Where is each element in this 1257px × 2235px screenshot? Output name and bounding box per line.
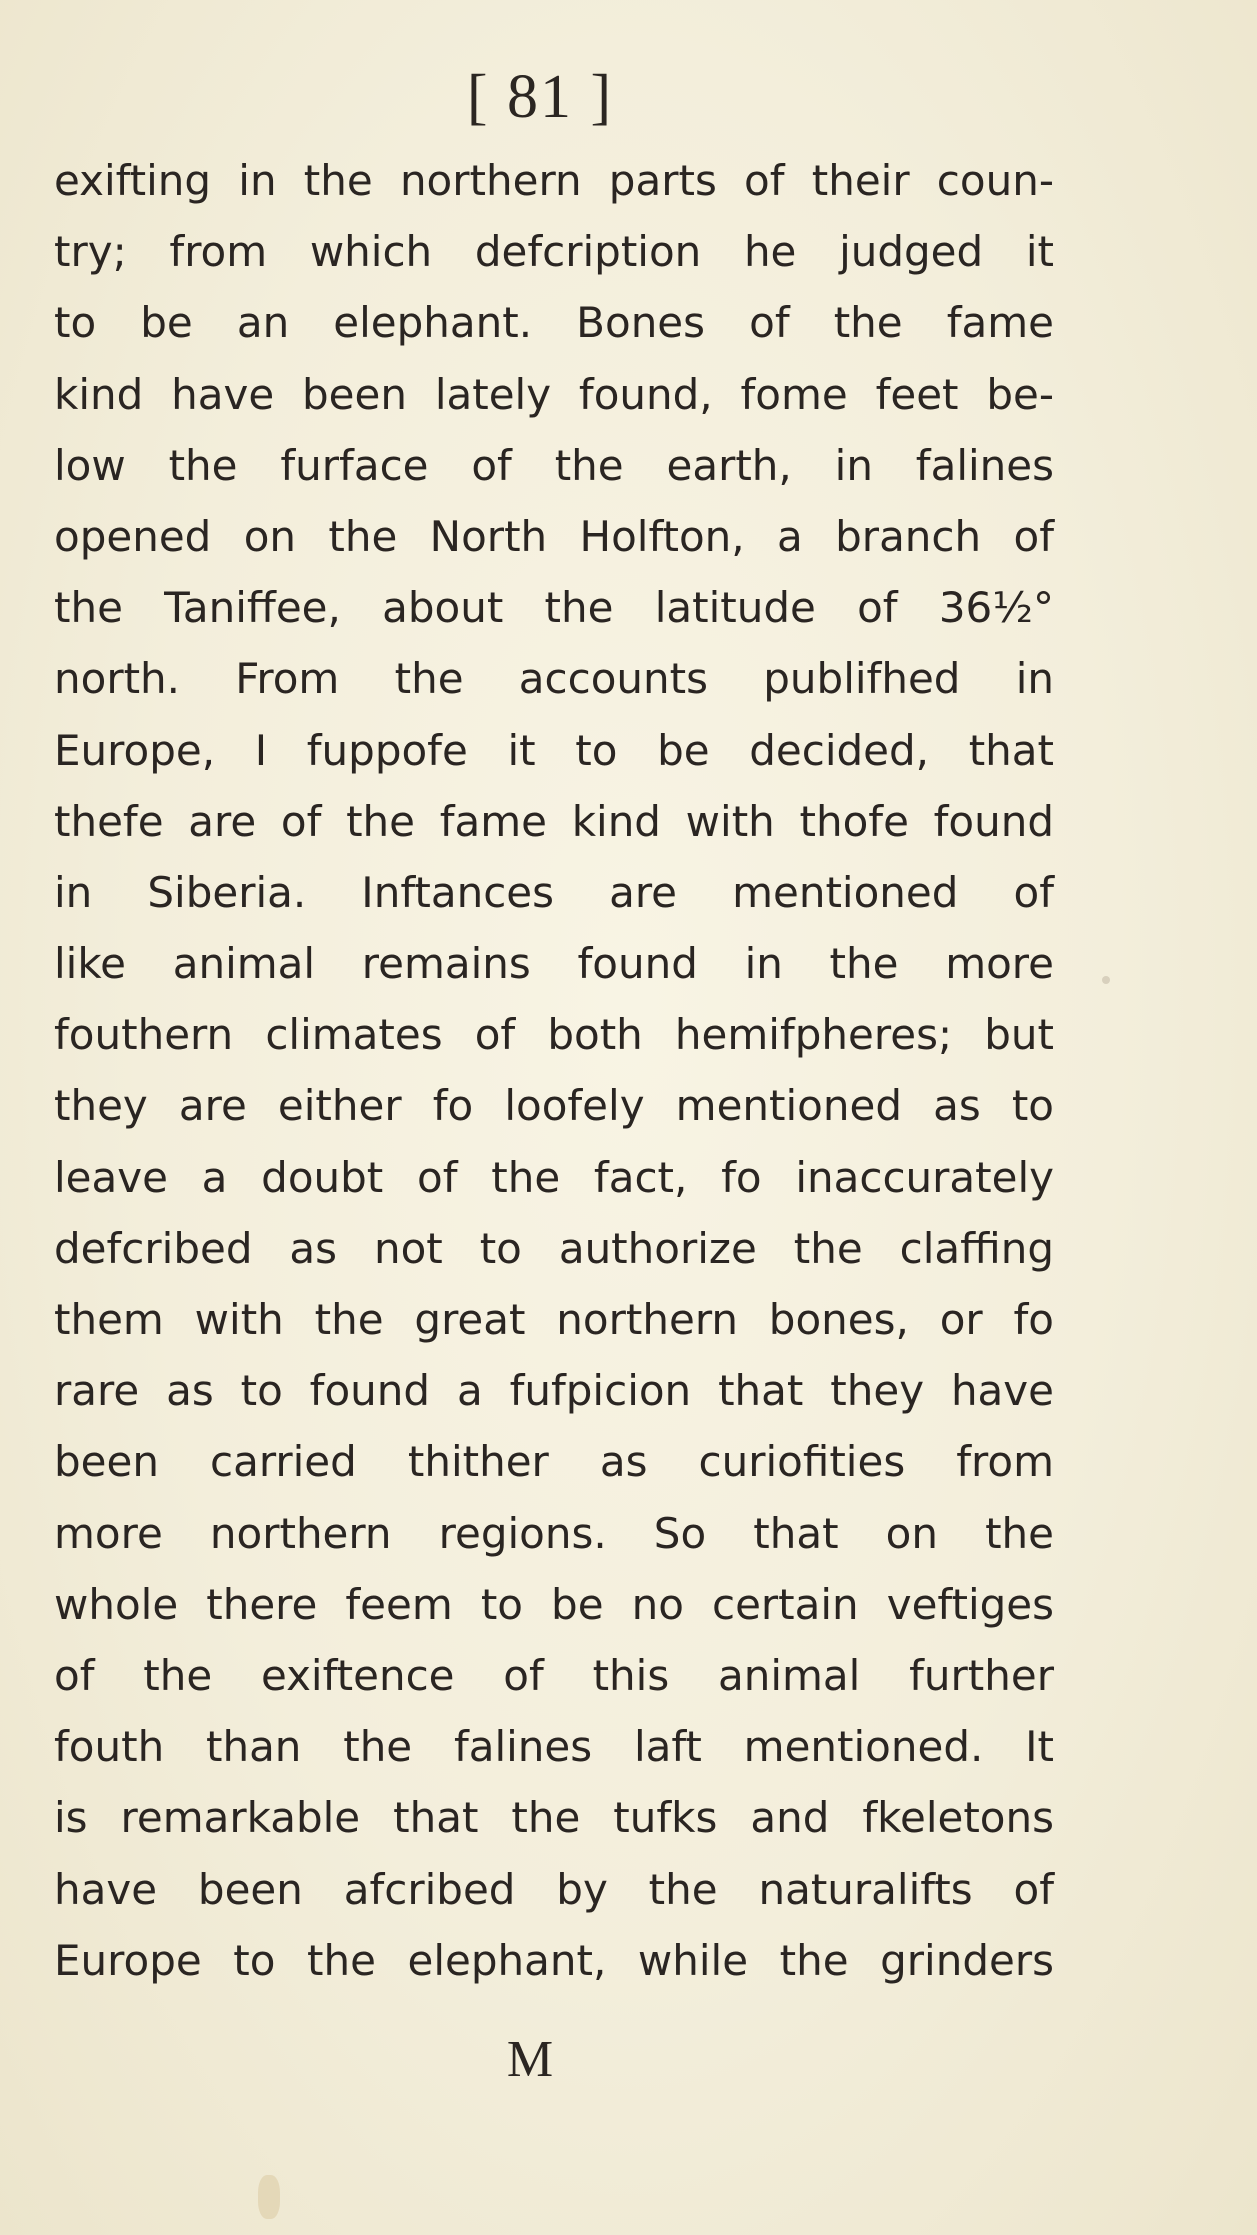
text-line: them with the great northern bones, or fo: [54, 1295, 1054, 1344]
text-line: try; from which defcription he judged it: [54, 227, 1054, 277]
text-line: the Taniffee, about the latitude of 36½°: [54, 583, 1054, 633]
text-line: low the furface of the earth, in falines: [54, 440, 1054, 490]
text-line: fouthern climates of both hemifpheres; but: [54, 1010, 1054, 1060]
text-line: of the exiftence of this animal further: [54, 1650, 1054, 1700]
text-line: fouth than the falines laft mentioned. It: [54, 1722, 1054, 1772]
body-text: [54, 145, 1054, 1996]
text-line: been carried thither as curiofities from: [54, 1437, 1054, 1487]
text-line: like animal remains found in the more: [54, 939, 1054, 989]
text-line: to be an elephant. Bones of the fame: [54, 298, 1054, 348]
paper-stain: [258, 2175, 280, 2219]
text-line: whole there feem to be no certain veftiges: [54, 1579, 1054, 1629]
text-line: defcribed as not to authorize the claffing: [54, 1223, 1054, 1273]
text-line: kind have been lately found, fome feet be-: [54, 369, 1054, 419]
text-line: Europe, I fuppofe it to be decided, that: [54, 725, 1054, 775]
text-line: Europe to the elephant, while the grinders: [54, 1935, 1054, 1985]
text-line: they are either fo loofely mentioned as to: [54, 1081, 1054, 1131]
text-line: have been afcribed by the naturalifts of: [54, 1864, 1054, 1914]
text-line: in Siberia. Inftances are mentioned of: [54, 867, 1054, 917]
text-line: more northern regions. So that on the: [54, 1508, 1054, 1558]
paper-speck: [1102, 976, 1110, 984]
text-line: leave a doubt of the fact, fo inaccurately: [54, 1152, 1054, 1202]
text-line: opened on the North Holfton, a branch of: [54, 511, 1054, 561]
text-line: is remarkable that the tufks and fkeletons: [54, 1793, 1054, 1843]
text-line: thefe are of the fame kind with thofe found: [54, 796, 1054, 846]
page-number-header: [ 81 ]: [466, 63, 614, 131]
text-line: exifting in the northern parts of their coun-: [54, 156, 1054, 205]
catchword: M: [506, 2031, 554, 2088]
text-line: north. From the accounts publifhed in: [54, 654, 1054, 704]
text-line: rare as to found a fufpicion that they have: [54, 1366, 1054, 1416]
